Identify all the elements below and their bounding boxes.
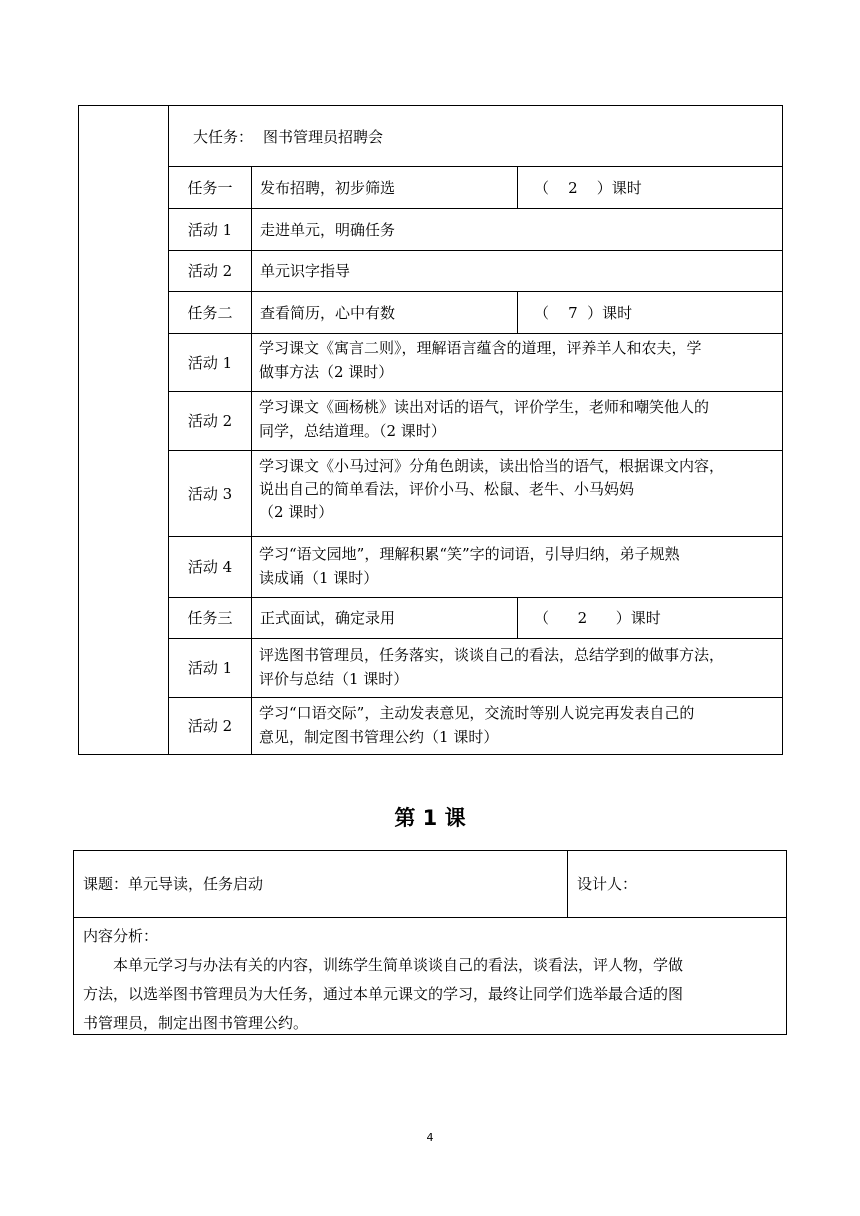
task-1-label: 任务一 [187, 178, 233, 197]
content-analysis-line: 书管理员，制定出图书管理公约。 [83, 1014, 309, 1032]
big-task-header [169, 106, 782, 166]
task-3-label: 任务三 [187, 609, 233, 627]
activity-label: 活动 3 [187, 484, 233, 503]
activity-line: 说出自己的简单看法，评价小马、松鼠、老牛、小马妈妈 [259, 480, 635, 498]
task-2-text: 查看简历，心中有数 [260, 303, 396, 322]
task-1-hours: （ 2 ）课时 [534, 178, 642, 197]
activity-text: 走进单元，明确任务 [260, 220, 396, 239]
activity-line: （2 课时） [259, 503, 334, 521]
activity-line: 做事方法（2 课时） [259, 363, 394, 381]
activity-text [252, 542, 782, 597]
activity-text [252, 701, 782, 754]
activity-text [252, 455, 782, 535]
big-task-value: 图书管理员招聘会 [263, 127, 384, 146]
activity-line: 学习“口语交际”，主动发表意见，交流时等别人说完再发表自己的 [259, 704, 695, 722]
activity-line: 意见，制定图书管理公约（1 课时） [259, 728, 499, 746]
activity-line: 学习课文《小马过河》分角色朗读，读出恰当的语气，根据课文内容， [259, 457, 725, 475]
task-3-hours: （ 2 ）课时 [534, 609, 661, 627]
content-analysis-line: 方法，以选举图书管理员为大任务，通过本单元课文的学习，最终让同学们选举最合适的图 [83, 985, 684, 1003]
activity-line: 评选图书管理员，任务落实，谈谈自己的看法，总结学到的做事方法， [259, 646, 725, 664]
activity-line: 同学，总结道理。（2 课时） [259, 422, 446, 440]
activity-label: 活动 2 [187, 412, 233, 430]
task-1-text: 发布招聘，初步筛选 [260, 178, 396, 197]
activity-text [252, 643, 782, 697]
activity-line: 读成诵（1 课时） [259, 569, 379, 587]
content-analysis-label: 内容分析： [83, 927, 159, 945]
activity-label: 活动 2 [187, 717, 233, 735]
activity-text [252, 395, 782, 450]
activity-line: 学习“语文园地”，理解积累“笑”字的词语，引导归纳，弟子规熟 [259, 545, 680, 563]
activity-line: 学习课文《寓言二则》，理解语言蕴含的道理，评养羊人和农夫，学 [259, 339, 702, 357]
task-3-text: 正式面试，确定录用 [260, 609, 396, 627]
big-task-label: 大任务： [193, 127, 254, 146]
lesson-title: 第 1 课 [394, 806, 466, 830]
activity-label: 活动 1 [187, 353, 233, 372]
activity-line: 评价与总结（1 课时） [259, 670, 409, 688]
activity-label: 活动 2 [187, 262, 233, 280]
lesson-designer: 设计人： [577, 875, 638, 893]
content-analysis-line: 本单元学习与办法有关的内容，训练学生简单谈谈自己的看法，谈看法，评人物，学做 [113, 956, 684, 974]
page-number: 4 [426, 1131, 434, 1144]
activity-line: 学习课文《画杨桃》读出对话的语气，评价学生，老师和嘲笑他人的 [259, 398, 710, 416]
lesson-topic: 课题：单元导读，任务启动 [83, 875, 264, 893]
activity-label: 活动 1 [187, 220, 233, 239]
activity-text [252, 336, 782, 391]
activity-text: 单元识字指导 [260, 262, 351, 280]
activity-label: 活动 4 [187, 558, 233, 576]
task-2-label: 任务二 [187, 303, 233, 322]
task-2-hours: （ 7 ）课时 [534, 303, 633, 322]
activity-label: 活动 1 [187, 659, 233, 677]
content-analysis [74, 922, 786, 1034]
